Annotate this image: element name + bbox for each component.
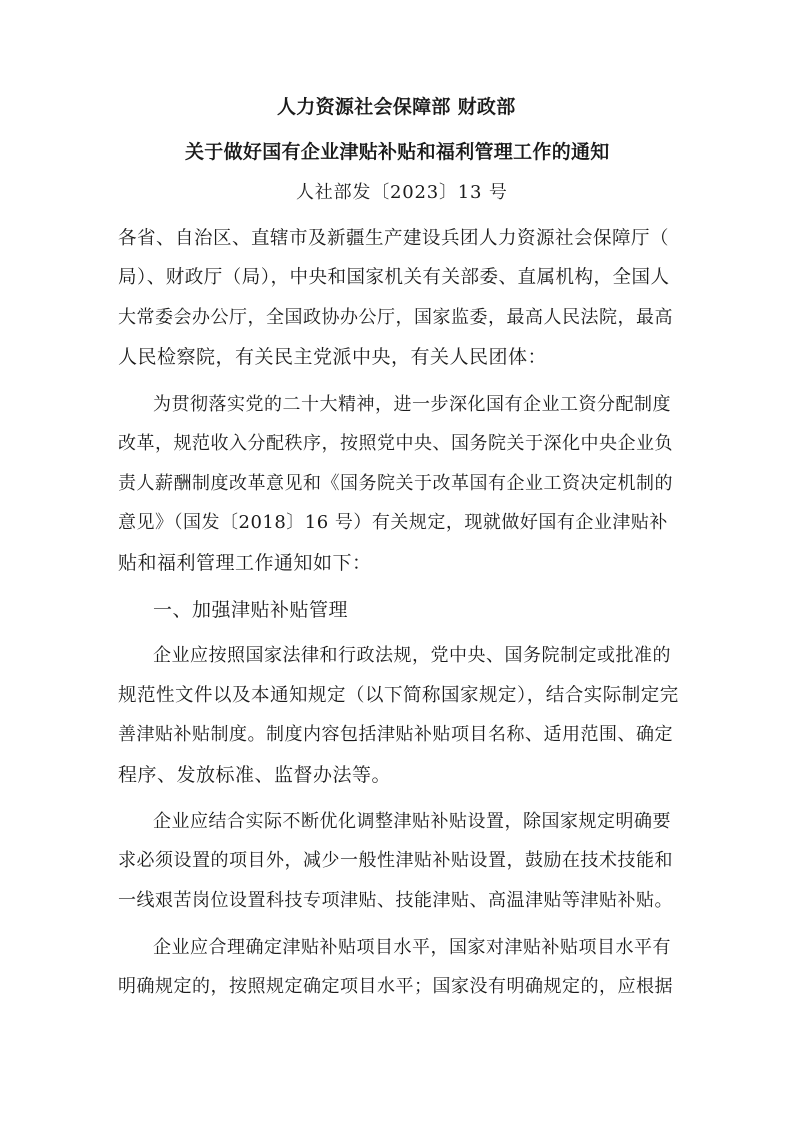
- section-heading: 一、加强津贴补贴管理: [153, 599, 349, 621]
- body-line: 责人薪酬制度改革意见和《国务院关于改革国有企业工资决定机制的: [118, 473, 673, 494]
- body-line: 为贯彻落实党的二十大精神，进一步深化国有企业工资分配制度: [153, 394, 671, 415]
- body-line: 大常委会办公厅，全国政协办公厅，国家监委，最高人民法院，最高: [118, 307, 673, 328]
- body-line: 意见》（国发〔2018〕16 号）有关规定，现就做好国有企业津贴补: [118, 512, 668, 533]
- body-line: 一线艰苦岗位设置科技专项津贴、技能津贴、高温津贴等津贴补贴。: [118, 890, 673, 911]
- body-line: 善津贴补贴制度。制度内容包括津贴补贴项目名称、适用范围、确定: [118, 724, 673, 745]
- body-line: 局）、财政厅（局），中央和国家机关有关部委、直属机构，全国人: [118, 267, 670, 288]
- document-title-line-2: 关于做好国有企业津贴补贴和福利管理工作的通知: [185, 141, 610, 163]
- body-line: 人民检察院，有关民主党派中央，有关人民团体：: [118, 346, 548, 368]
- document-number: 人社部发〔2023〕13 号: [296, 182, 508, 203]
- body-line: 规范性文件以及本通知规定（以下简称国家规定），结合实际制定完: [118, 685, 679, 706]
- body-line: 各省、自治区、直辖市及新疆生产建设兵团人力资源社会保障厅（: [118, 228, 670, 249]
- body-line: 程序、发放标准、监督办法等。: [118, 764, 392, 786]
- body-line: 贴和福利管理工作通知如下：: [118, 552, 372, 574]
- body-line: 企业应结合实际不断优化调整津贴补贴设置，除国家规定明确要: [153, 811, 671, 832]
- body-line: 企业应合理确定津贴补贴项目水平，国家对津贴补贴项目水平有: [153, 937, 671, 958]
- body-line: 求必须设置的项目外，减少一般性津贴补贴设置，鼓励在技术技能和: [118, 850, 673, 871]
- document-title-line-1: 人力资源社会保障部 财政部: [277, 96, 516, 118]
- body-line: 改革，规范收入分配秩序，按照党中央、国务院关于深化中央企业负: [118, 433, 673, 454]
- body-line: 企业应按照国家法律和行政法规，党中央、国务院制定或批准的: [153, 645, 671, 666]
- body-line: 明确规定的，按照规定确定项目水平；国家没有明确规定的，应根据: [118, 976, 673, 997]
